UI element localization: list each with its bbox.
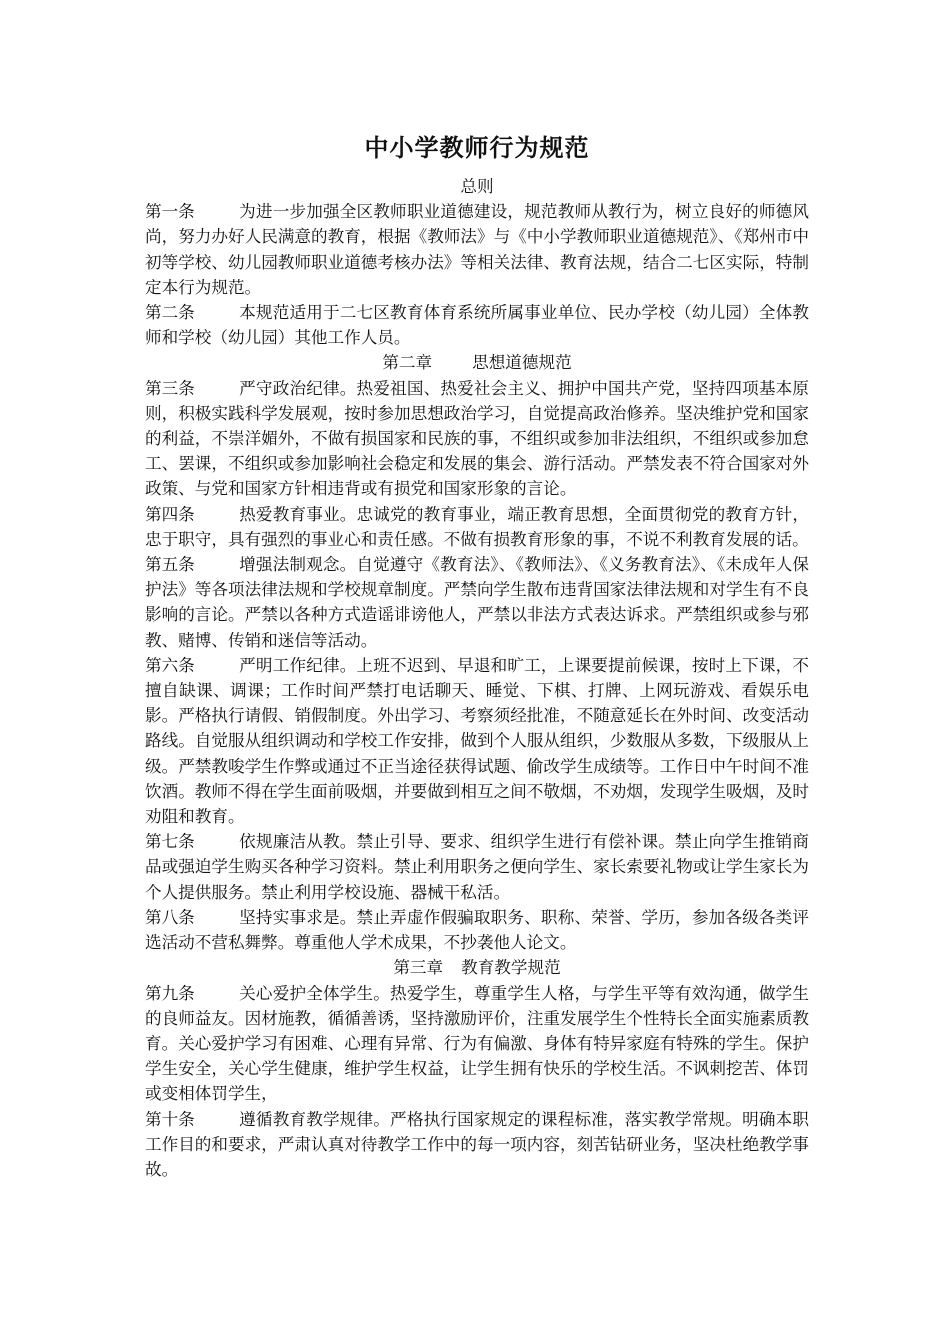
- chapter-2-heading: [145, 350, 809, 375]
- article-text: 依规廉洁从教。禁止引导、要求、组织学生进行有偿补课。禁止向学生推销商品或强迫学生购买各种学习资料。禁止利用职务之便向学生、家长索要礼物或让学生家长为个人提供服务。禁止利用学校设施、器械干私活。: [145, 832, 809, 902]
- article-5: [145, 552, 809, 653]
- article-text: 关心爱护全体学生。热爱学生，尊重学生人格，与学生平等有效沟通，做学生的良师益友。因材施教，循循善诱，坚持激励评价，注重发展学生个性特长全面实施素质教育。关心爱护学习有困难、心理有异常、行为有偏激、身体有特异家庭有特殊的学生。保护学生安全，关心学生健康，维护学生权益，让学生拥有快乐的学校生活。不讽刺挖苦、体罚或变相体罚学生，: [145, 983, 809, 1104]
- article-number: 第十条: [145, 1109, 195, 1129]
- article-text: 增强法制观念。自觉遵守《教育法》、《教师法》、《义务教育法》、《未成年人保护法》等各项法律法规和学校规章制度。严禁向学生散布违背国家法律法规和对学生有不良影响的言论。严禁以各种方式造谣诽谤他人，严禁以非法方式表达诉求。严禁组织或参与邪教、赌博、传销和迷信等活动。: [145, 555, 809, 650]
- article-text: 本规范适用于二七区教育体育系统所属事业单位、民办学校（幼儿园）全体教师和学校（幼儿园）其他工作人员。: [145, 303, 809, 348]
- article-text: 为进一步加强全区教师职业道德建设，规范教师从教行为，树立良好的师德风尚，努力办好人民满意的教育，根据《教师法》与《中小学教师职业道德规范》、《郑州市中初等学校、幼儿园教师职业道德考核办法》等相关法律、教育法规，结合二七区实际，特制定本行为规范。: [145, 202, 809, 297]
- article-4: [145, 502, 809, 552]
- article-text: 严明工作纪律。上班不迟到、早退和旷工，上课要提前候课，按时上下课，不擅自缺课、调课；工作时间严禁打电话聊天、睡觉、下棋、打牌、上网玩游戏、看娱乐电影。严格执行请假、销假制度。外出学习、考察须经批准，不随意延长在外时间、改变活动路线。自觉服从组织调动和学校工作安排，做到个人服从组织，少数服从多数，下级服从上级。严禁教唆学生作弊或通过不正当途径获得试题、偷改学生成绩等。工作日中午时间不准饮酒。教师不得在学生面前吸烟，并要做到相互之间不敬烟，不劝烟，发现学生吸烟，及时劝阻和教育。: [145, 655, 809, 827]
- chapter-number: 第二章: [382, 353, 433, 373]
- article-number: 第三条: [145, 378, 195, 398]
- article-8: [145, 905, 809, 955]
- chapter-name: 教育教学规范: [461, 958, 561, 978]
- document-title: 中小学教师行为规范: [364, 134, 590, 162]
- article-9: [145, 981, 809, 1107]
- article-text: 热爱教育事业。忠诚党的教育事业，端正教育思想，全面贯彻党的教育方针，忠于职守，具有强烈的事业心和责任感。不做有损教育形象的事，不说不利教育发展的话。: [145, 504, 809, 549]
- chapter-name: 思想道德规范: [472, 353, 572, 373]
- article-number: 第一条: [145, 202, 195, 222]
- article-6: [145, 653, 809, 829]
- article-1: [145, 199, 809, 300]
- article-number: 第七条: [145, 832, 195, 852]
- article-number: 第四条: [145, 504, 195, 524]
- article-text: 遵循教育教学规律。严格执行国家规定的课程标准，落实教学常规。明确本职工作目的和要求，严肃认真对待教学工作中的每一项内容，刻苦钻研业务，坚决杜绝教学事故。: [145, 1109, 809, 1179]
- document-page: [145, 128, 809, 1182]
- article-7: [145, 829, 809, 905]
- article-3: [145, 376, 809, 502]
- article-2: [145, 300, 809, 350]
- article-text: 坚持实事求是。禁止弄虚作假骗取职务、职称、荣誉、学历，参加各级各类评选活动不营私舞弊。尊重他人学术成果，不抄袭他人论文。: [145, 907, 809, 953]
- chapter-3-heading: [145, 955, 809, 980]
- article-10: [145, 1107, 809, 1183]
- article-text: 严守政治纪律。热爱祖国、热爱社会主义、拥护中国共产党，坚持四项基本原则，积极实践科学发展观，按时参加思想政治学习，自觉提高政治修养。坚决维护党和国家的利益，不崇洋媚外，不做有损国家和民族的事，不组织或参加非法组织，不组织或参加怠工、罢课，不组织或参加影响社会稳定和发展的集会、游行活动。严禁发表不符合国家对外政策、与党和国家方针相违背或有损党和国家形象的言论。: [145, 378, 809, 499]
- chapter-number: 第三章: [393, 958, 444, 978]
- article-number: 第二条: [145, 303, 195, 323]
- article-number: 第九条: [145, 983, 195, 1003]
- article-number: 第六条: [145, 655, 195, 675]
- section-heading-general: 总则: [460, 177, 494, 196]
- article-number: 第八条: [145, 907, 195, 927]
- article-number: 第五条: [145, 555, 195, 575]
